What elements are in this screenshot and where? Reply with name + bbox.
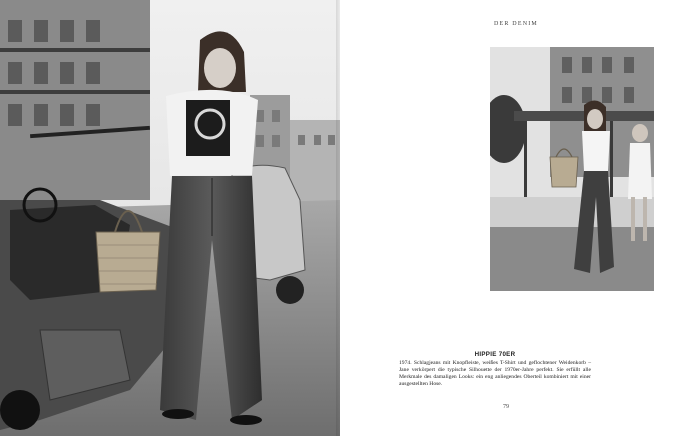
page-number: 79 (503, 404, 509, 410)
wicker-basket (96, 232, 160, 292)
running-head: DER DENIM (494, 21, 538, 27)
t-shirt (582, 131, 610, 171)
street-photo-right (490, 47, 654, 291)
face (204, 48, 236, 88)
right-page-photo (490, 47, 654, 291)
cobblestone-street (490, 227, 654, 291)
caption-body: 1974. Schlagjeans mit Knopfleiste, weißes T-Shirt und geflochtener Weidenkorb – Jane verkörpert die typische Silhouette der 1970er-Jahre perfekt. Sie erfüllt alle Merkmale des damaligen Looks: ein eng anliegendes Oberteil kombiniert mit einer ausgestellten Hose. (399, 360, 591, 387)
photo-caption (399, 351, 591, 388)
caption-title: HIPPIE 70ER (474, 351, 516, 358)
wicker-basket (550, 157, 578, 187)
building-left (0, 0, 150, 200)
